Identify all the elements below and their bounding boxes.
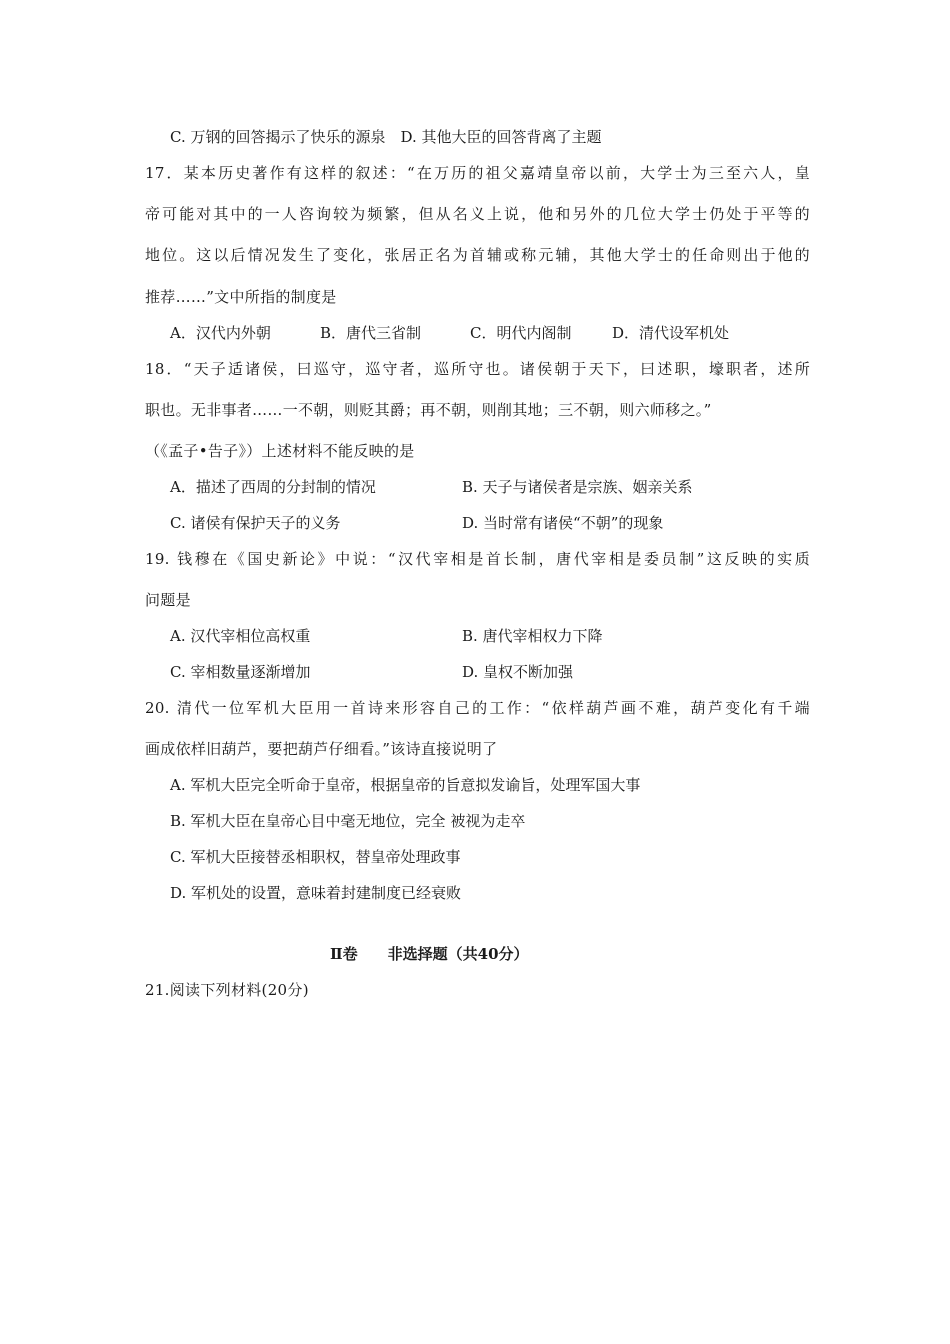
q16-options-cd: C. 万钢的回答揭示了快乐的源泉 D. 其他大臣的回答背离了主题 <box>170 128 602 146</box>
q19-stem-line-2: 问题是 <box>145 591 191 609</box>
q19-option-d: D. 皇权不断加强 <box>462 663 574 681</box>
q18-stem-line-3: （《孟子•告子》）上述材料不能反映的是 <box>145 442 415 460</box>
q18-stem-line-1: 18．“天子适诸侯，曰巡守，巡守者，巡所守也。诸侯朝于天下，曰述职，壕职者，述所 <box>145 360 810 378</box>
q20-option-c: C. 军机大臣接替丞相职权，替皇帝处理政事 <box>170 848 461 866</box>
q20-stem-line-2: 画成依样旧葫芦，要把葫芦仔细看。”该诗直接说明了 <box>145 740 498 758</box>
q19-option-a: A. 汉代宰相位高权重 <box>170 627 311 645</box>
q17-stem-line-4: 推荐……”文中所指的制度是 <box>145 288 337 306</box>
q17-option-d: D．清代设军机处 <box>612 324 730 342</box>
q17-stem-line-1: 17．某本历史著作有这样的叙述：“在万历的祖父嘉靖皇帝以前，大学士为三至六人，皇 <box>145 164 810 182</box>
q17-option-b: B．唐代三省制 <box>320 324 422 342</box>
q19-option-c: C. 宰相数量逐渐增加 <box>170 663 311 681</box>
q19-option-b: B. 唐代宰相权力下降 <box>462 627 603 645</box>
q20-stem-line-1: 20. 清代一位军机大臣用一首诗来形容自己的工作：“依样葫芦画不难，葫芦变化有千端 <box>145 699 810 717</box>
q17-stem-line-3: 地位。这以后情况发生了变化，张居正名为首辅或称元辅，其他大学士的任命则出于他的 <box>145 246 810 264</box>
q18-option-b: B. 天子与诸侯者是宗族、姻亲关系 <box>462 478 693 496</box>
q20-option-b: B. 军机大臣在皇帝心目中毫无地位，完全 被视为走卒 <box>170 812 526 830</box>
q21-stem: 21.阅读下列材料(20分) <box>145 981 309 999</box>
q20-option-d: D. 军机处的设置，意味着封建制度已经衰败 <box>170 884 462 902</box>
q18-option-c: C. 诸侯有保护天子的义务 <box>170 514 341 532</box>
q17-stem-line-2: 帝可能对其中的一人咨询较为频繁，但从名义上说，他和另外的几位大学士仍处于平等的 <box>145 205 810 223</box>
q18-option-d: D. 当时常有诸侯“不朝”的现象 <box>462 514 664 532</box>
q19-stem-line-1: 19. 钱穆在《国史新论》中说：“汉代宰相是首长制，唐代宰相是委员制”这反映的实质 <box>145 550 810 568</box>
q17-option-a: A．汉代内外朝 <box>170 324 271 342</box>
section-2-title: Ⅱ卷 非选择题（共40分） <box>330 945 529 963</box>
q20-option-a: A. 军机大臣完全听命于皇帝，根据皇帝的旨意拟发谕旨，处理军国大事 <box>170 776 641 794</box>
q17-option-c: C．明代内阁制 <box>470 324 572 342</box>
q18-stem-line-2: 职也。无非事者……一不朝，则贬其爵；再不朝，则削其地；三不朝，则六师移之。” <box>145 401 712 419</box>
q18-option-a: A．描述了西周的分封制的情况 <box>170 478 376 496</box>
